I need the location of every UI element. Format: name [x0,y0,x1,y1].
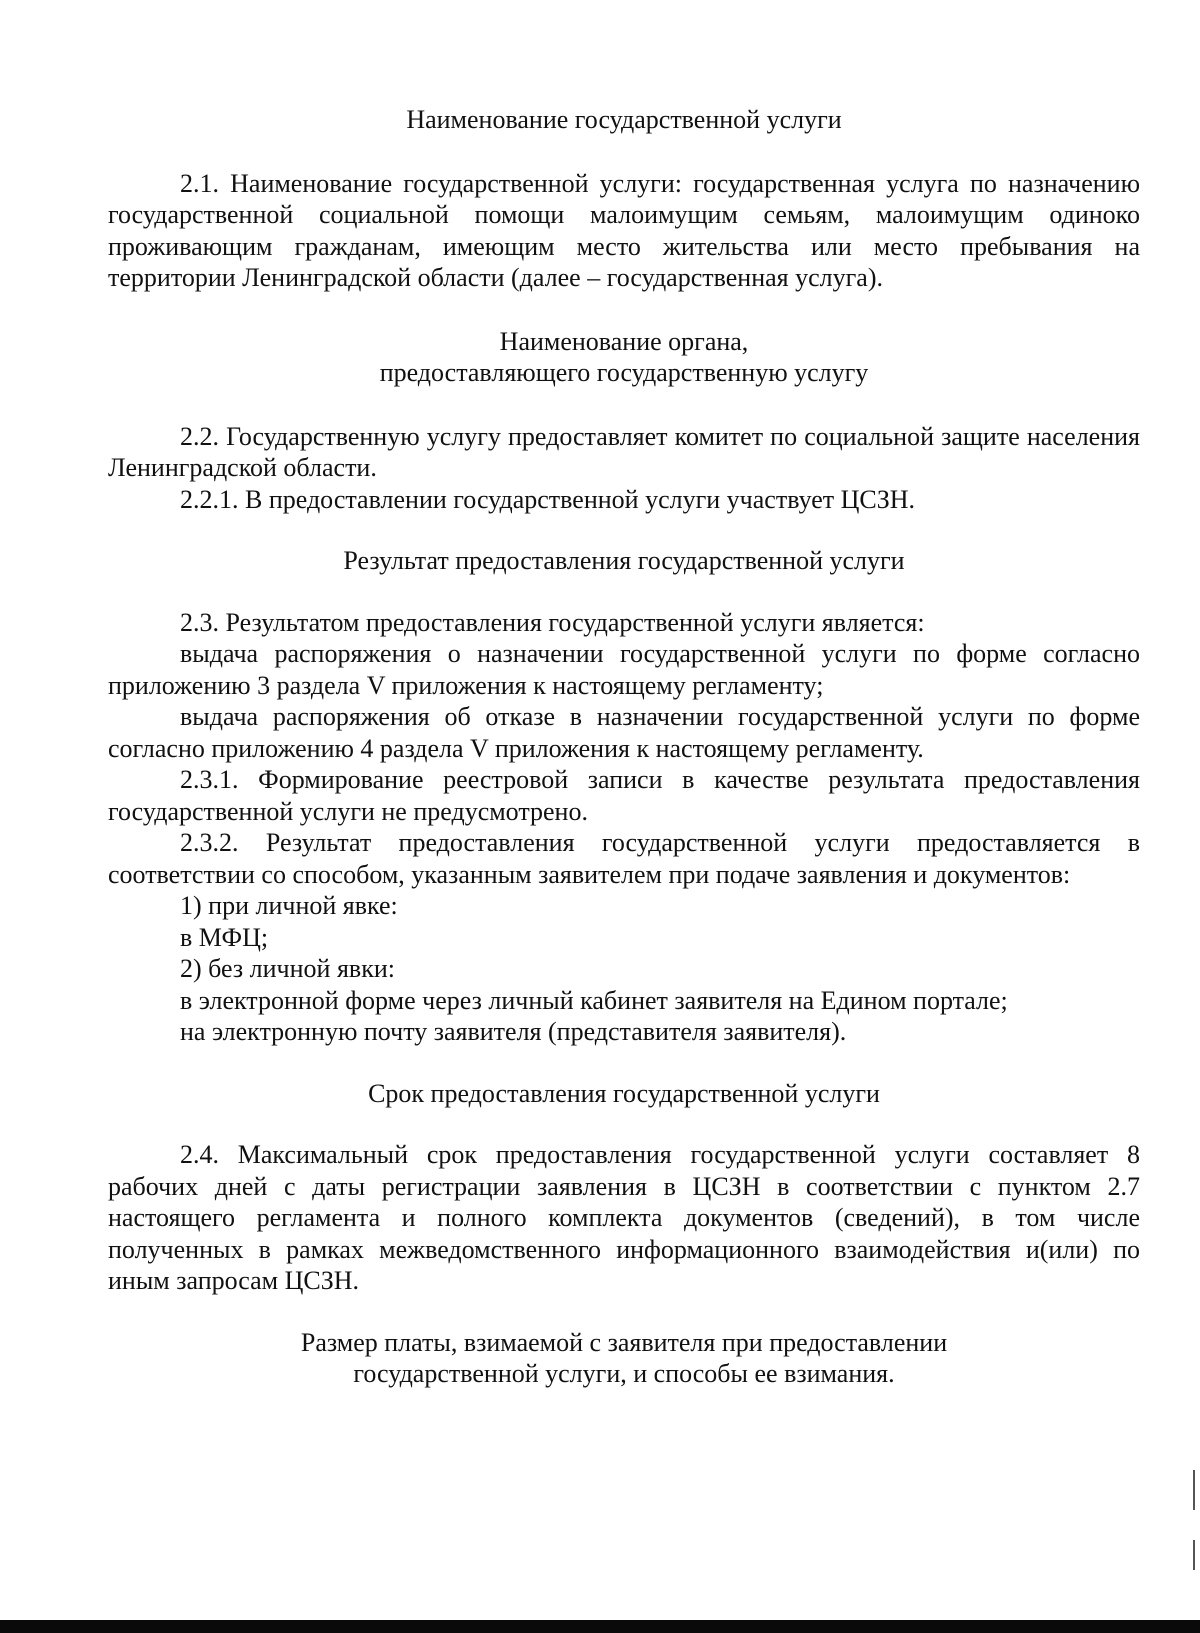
paragraph-2-2: 2.2. Государственную услугу предоставляет комитет по социальной защите населения Ленинградской области. [108,421,1140,482]
heading-line-2: государственной услуги, и способы ее взимания. [353,1359,895,1388]
scan-bottom-border [0,1620,1200,1633]
paragraph-2-3: 2.3. Результатом предоставления государственной услуги является: [180,607,925,637]
paragraph-2-3-b: выдача распоряжения об отказе в назначении государственной услуги по форме согласно приложению 4 раздела V приложения к настоящему регламенту. [108,702,1140,763]
paragraph-2-3-a: выдача распоряжения о назначении государственной услуги по форме согласно приложению 3 раздела V приложения к настоящему регламенту; [108,639,1140,700]
document-body [108,104,1140,1390]
paragraph-2-2-1: 2.2.1. В предоставлении государственной услуги участвует ЦСЗН. [180,484,916,514]
list-item-personal-visit: 1) при личной явке: [180,891,398,920]
list-item-no-visit: 2) без личной явки: [180,954,395,983]
paragraph-2-3-2: 2.3.2. Результат предоставления государственной услуги предоставляется в соответствии со способом, указанным заявителем при подаче заявления и документов: [108,828,1140,889]
paragraph-2-4: 2.4. Максимальный срок предоставления государственной услуги составляет 8 рабочих дней с даты регистрации заявления в ЦСЗН в соответствии с пунктом 2.7 настоящего регламента и полного комплекта документов (сведений), в том числе полученных в рамках межведомственного информационного взаимодействия и(или) по иным запросам ЦСЗН. [108,1140,1140,1295]
heading-line-1: Наименование органа, [499,326,749,356]
heading-text: Наименование государственной услуги [406,105,842,134]
section-heading-result [108,545,1140,577]
scan-edge-mark [1193,1540,1195,1570]
section-heading-service-name [108,104,1140,136]
heading-text: Срок предоставления государственной услуги [368,1078,880,1108]
list-item-mfc: в МФЦ; [180,922,269,952]
heading-line-1: Размер платы, взимаемой с заявителя при предоставлении [300,1327,948,1357]
paragraph-2-1: 2.1. Наименование государственной услуги: государственная услуга по назначению государственной социальной помощи малоимущим семьям, малоимущим одиноко проживающим гражданам, имеющим место жительства или место пребывания на территории Ленинградской области (далее – государственная услуга). [108,168,1140,292]
list-item-email: на электронную почту заявителя (представителя заявителя). [180,1017,847,1046]
section-heading-fee [108,1327,1140,1390]
section-heading-authority [108,326,1140,389]
paragraph-2-3-1: 2.3.1. Формирование реестровой записи в качестве результата предоставления государственной услуги не предусмотрено. [108,765,1140,826]
section-heading-term [108,1078,1140,1110]
heading-line-2: предоставляющего государственную услугу [379,358,869,387]
list-item-electronic-form: в электронной форме через личный кабинет заявителя на Едином портале; [180,985,1008,1015]
heading-text: Результат предоставления государственной услуги [343,546,905,575]
scan-edge-mark [1193,1470,1195,1510]
